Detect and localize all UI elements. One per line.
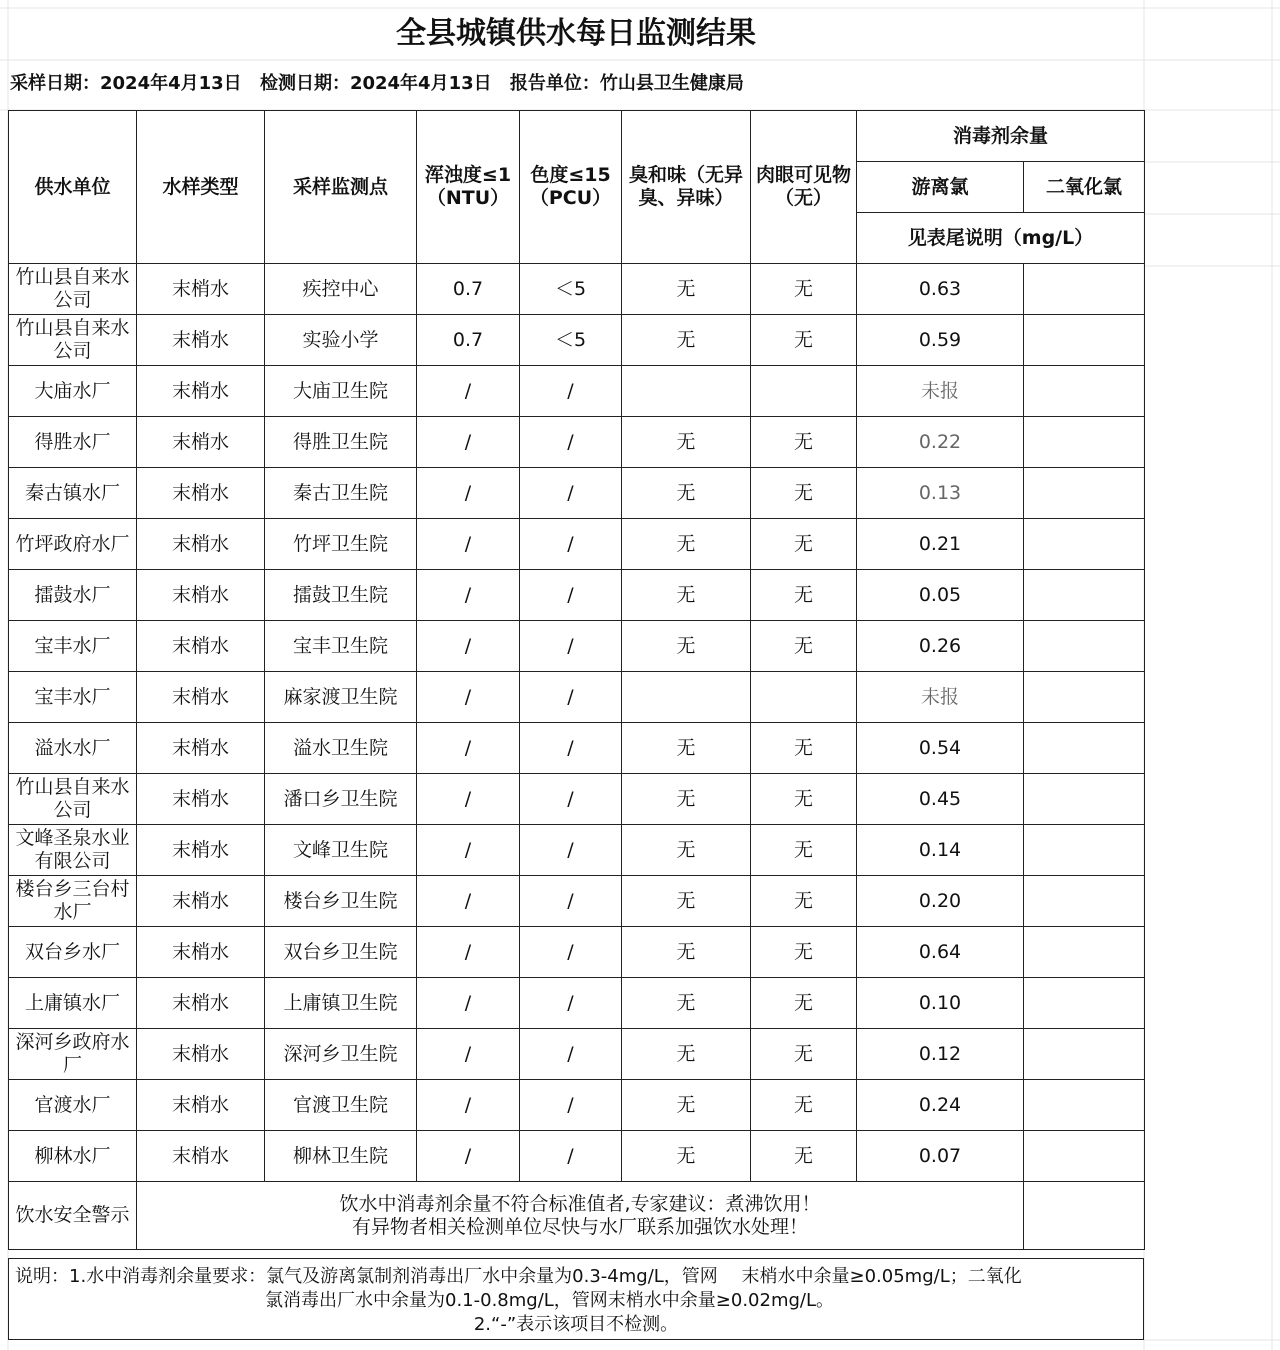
sample-type-cell: 末梢水 [137, 1029, 265, 1080]
free-chlorine-cell: 0.07 [857, 1131, 1024, 1182]
chlorine-dioxide-cell [1024, 315, 1145, 366]
odor-cell: 无 [622, 1080, 751, 1131]
sample-type-cell: 末梢水 [137, 1131, 265, 1182]
turbidity-cell: / [417, 1131, 520, 1182]
supplier-cell: 竹山县自来水公司 [9, 774, 137, 825]
sample-type-cell: 末梢水 [137, 774, 265, 825]
color-cell: ＜5 [520, 264, 622, 315]
free-chlorine-cell: 0.24 [857, 1080, 1024, 1131]
table-row [9, 1080, 1145, 1131]
visible-cell: 无 [751, 621, 857, 672]
table-row [9, 468, 1145, 519]
turbidity-cell: / [417, 417, 520, 468]
odor-cell: 无 [622, 1131, 751, 1182]
free-chlorine-cell: 0.26 [857, 621, 1024, 672]
header-odor: 臭和味（无异臭、异味） [622, 111, 751, 264]
sample-type-cell: 末梢水 [137, 468, 265, 519]
table-row [9, 1029, 1145, 1080]
color-cell: / [520, 621, 622, 672]
page-title: 全县城镇供水每日监测结果 [396, 16, 756, 51]
chlorine-dioxide-cell [1024, 927, 1145, 978]
note-line-2: 氯消毒出厂水中余量为0.1-0.8mg/L，管网末梢水中余量≥0.02mg/L。 [265, 1290, 835, 1311]
site-cell: 疾控中心 [265, 264, 417, 315]
sample-type-cell: 末梢水 [137, 825, 265, 876]
chlorine-dioxide-cell [1024, 621, 1145, 672]
free-chlorine-cell: 0.13 [857, 468, 1024, 519]
sample-type-cell: 末梢水 [137, 1080, 265, 1131]
chlorine-dioxide-cell [1024, 417, 1145, 468]
free-chlorine-cell: 0.54 [857, 723, 1024, 774]
site-cell: 上庸镇卫生院 [265, 978, 417, 1029]
color-cell: / [520, 1131, 622, 1182]
color-cell: / [520, 774, 622, 825]
chlorine-dioxide-cell [1024, 825, 1145, 876]
odor-cell: 无 [622, 621, 751, 672]
table-row [9, 264, 1145, 315]
odor-cell: 无 [622, 264, 751, 315]
site-cell: 得胜卫生院 [265, 417, 417, 468]
odor-cell [622, 366, 751, 417]
color-cell: / [520, 978, 622, 1029]
free-chlorine-cell: 0.22 [857, 417, 1024, 468]
site-cell: 擂鼓卫生院 [265, 570, 417, 621]
supplier-cell: 宝丰水厂 [9, 621, 137, 672]
color-cell: / [520, 1029, 622, 1080]
visible-cell: 无 [751, 264, 857, 315]
table-row [9, 978, 1145, 1029]
chlorine-dioxide-cell [1024, 570, 1145, 621]
free-chlorine-cell: 0.12 [857, 1029, 1024, 1080]
sample-type-cell: 末梢水 [137, 519, 265, 570]
safety-warning-row [9, 1182, 1145, 1250]
table-row [9, 825, 1145, 876]
visible-cell: 无 [751, 723, 857, 774]
color-cell: / [520, 468, 622, 519]
turbidity-cell: / [417, 774, 520, 825]
sample-type-cell: 末梢水 [137, 672, 265, 723]
color-cell: ＜5 [520, 315, 622, 366]
supplier-cell: 竹山县自来水公司 [9, 264, 137, 315]
visible-cell: 无 [751, 978, 857, 1029]
header-turbidity: 浑浊度≤1（NTU） [417, 111, 520, 264]
sample-type-cell: 末梢水 [137, 978, 265, 1029]
color-cell: / [520, 723, 622, 774]
header-site: 采样监测点 [265, 111, 417, 264]
chlorine-dioxide-cell [1024, 468, 1145, 519]
chlorine-dioxide-cell [1024, 723, 1145, 774]
site-cell: 官渡卫生院 [265, 1080, 417, 1131]
free-chlorine-cell: 0.20 [857, 876, 1024, 927]
sample-type-cell: 末梢水 [137, 621, 265, 672]
odor-cell: 无 [622, 315, 751, 366]
odor-cell: 无 [622, 1029, 751, 1080]
color-cell: / [520, 672, 622, 723]
monitoring-table [8, 110, 1145, 1250]
turbidity-cell: / [417, 825, 520, 876]
free-chlorine-cell: 未报 [857, 672, 1024, 723]
free-chlorine-cell: 0.14 [857, 825, 1024, 876]
color-cell: / [520, 366, 622, 417]
turbidity-cell: / [417, 723, 520, 774]
free-chlorine-cell: 0.10 [857, 978, 1024, 1029]
odor-cell: 无 [622, 417, 751, 468]
turbidity-cell: / [417, 1080, 520, 1131]
sample-type-cell: 末梢水 [137, 264, 265, 315]
color-cell: / [520, 825, 622, 876]
test-date: 检测日期：2024年4月13日 [259, 73, 492, 94]
visible-cell: 无 [751, 519, 857, 570]
warning-label: 饮水安全警示 [9, 1182, 137, 1250]
supplier-cell: 擂鼓水厂 [9, 570, 137, 621]
supplier-cell: 竹坪政府水厂 [9, 519, 137, 570]
free-chlorine-cell: 0.45 [857, 774, 1024, 825]
visible-cell: 无 [751, 876, 857, 927]
supplier-cell: 柳林水厂 [9, 1131, 137, 1182]
site-cell: 双台乡卫生院 [265, 927, 417, 978]
turbidity-cell: / [417, 366, 520, 417]
supplier-cell: 竹山县自来水公司 [9, 315, 137, 366]
warning-empty-cell [1024, 1182, 1145, 1250]
visible-cell: 无 [751, 417, 857, 468]
turbidity-cell: / [417, 621, 520, 672]
visible-cell [751, 366, 857, 417]
chlorine-dioxide-cell [1024, 264, 1145, 315]
sample-type-cell: 末梢水 [137, 927, 265, 978]
odor-cell: 无 [622, 723, 751, 774]
site-cell: 实验小学 [265, 315, 417, 366]
visible-cell: 无 [751, 927, 857, 978]
sample-type-cell: 末梢水 [137, 366, 265, 417]
free-chlorine-cell: 未报 [857, 366, 1024, 417]
visible-cell [751, 672, 857, 723]
visible-cell: 无 [751, 570, 857, 621]
site-cell: 秦古卫生院 [265, 468, 417, 519]
sample-type-cell: 末梢水 [137, 315, 265, 366]
sample-type-cell: 末梢水 [137, 723, 265, 774]
sample-type-cell: 末梢水 [137, 570, 265, 621]
turbidity-cell: / [417, 672, 520, 723]
chlorine-dioxide-cell [1024, 672, 1145, 723]
table-row [9, 315, 1145, 366]
table-row [9, 672, 1145, 723]
visible-cell: 无 [751, 1131, 857, 1182]
supplier-cell: 溢水水厂 [9, 723, 137, 774]
header-color: 色度≤15（PCU） [520, 111, 622, 264]
turbidity-cell: / [417, 978, 520, 1029]
table-row [9, 774, 1145, 825]
header-free-chlorine: 游离氯 [857, 162, 1024, 213]
odor-cell: 无 [622, 468, 751, 519]
turbidity-cell: / [417, 1029, 520, 1080]
supplier-cell: 秦古镇水厂 [9, 468, 137, 519]
warning-line-1: 饮水中消毒剂余量不符合标准值者,专家建议：煮沸饮用！ [339, 1192, 821, 1215]
supplier-cell: 上庸镇水厂 [9, 978, 137, 1029]
note-line-3: 2.“-”表示该项目不检测。 [473, 1314, 679, 1335]
odor-cell: 无 [622, 876, 751, 927]
sample-date: 采样日期：2024年4月13日 [10, 73, 242, 94]
color-cell: / [520, 927, 622, 978]
color-cell: / [520, 570, 622, 621]
table-row [9, 519, 1145, 570]
supplier-cell: 宝丰水厂 [9, 672, 137, 723]
sample-type-cell: 末梢水 [137, 417, 265, 468]
turbidity-cell: / [417, 927, 520, 978]
site-cell: 楼台乡卫生院 [265, 876, 417, 927]
chlorine-dioxide-cell [1024, 978, 1145, 1029]
supplier-cell: 双台乡水厂 [9, 927, 137, 978]
supplier-cell: 得胜水厂 [9, 417, 137, 468]
table-row [9, 927, 1145, 978]
site-cell: 文峰卫生院 [265, 825, 417, 876]
odor-cell: 无 [622, 519, 751, 570]
supplier-cell: 大庙水厂 [9, 366, 137, 417]
color-cell: / [520, 519, 622, 570]
header-disinfectant: 消毒剂余量 [857, 111, 1145, 162]
site-cell: 潘口乡卫生院 [265, 774, 417, 825]
note-line-1: 说明：1.水中消毒剂余量要求：氯气及游离氯制剂消毒出厂水中余量为0.3-4mg/L，管网 末梢水中余量≥0.05mg/L；二氧化 [15, 1266, 1022, 1287]
chlorine-dioxide-cell [1024, 876, 1145, 927]
warning-line-2: 有异物者相关检测单位尽快与水厂联系加强饮水处理！ [351, 1215, 808, 1238]
report-info [10, 64, 756, 104]
header-visible: 肉眼可见物（无） [751, 111, 857, 264]
site-cell: 大庙卫生院 [265, 366, 417, 417]
chlorine-dioxide-cell [1024, 519, 1145, 570]
chlorine-dioxide-cell [1024, 1080, 1145, 1131]
visible-cell: 无 [751, 825, 857, 876]
turbidity-cell: / [417, 570, 520, 621]
supplier-cell: 深河乡政府水厂 [9, 1029, 137, 1080]
sample-type-cell: 末梢水 [137, 876, 265, 927]
chlorine-dioxide-cell [1024, 1131, 1145, 1182]
table-row [9, 621, 1145, 672]
free-chlorine-cell: 0.59 [857, 315, 1024, 366]
site-cell: 深河乡卫生院 [265, 1029, 417, 1080]
odor-cell: 无 [622, 570, 751, 621]
chlorine-dioxide-cell [1024, 1029, 1145, 1080]
odor-cell: 无 [622, 774, 751, 825]
table-row [9, 570, 1145, 621]
color-cell: / [520, 417, 622, 468]
site-cell: 麻家渡卫生院 [265, 672, 417, 723]
site-cell: 柳林卫生院 [265, 1131, 417, 1182]
supplier-cell: 官渡水厂 [9, 1080, 137, 1131]
turbidity-cell: / [417, 876, 520, 927]
chlorine-dioxide-cell [1024, 774, 1145, 825]
table-row [9, 417, 1145, 468]
free-chlorine-cell: 0.63 [857, 264, 1024, 315]
site-cell: 竹坪卫生院 [265, 519, 417, 570]
free-chlorine-cell: 0.05 [857, 570, 1024, 621]
odor-cell [622, 672, 751, 723]
table-row [9, 723, 1145, 774]
supplier-cell: 楼台乡三台村水厂 [9, 876, 137, 927]
site-cell: 溢水卫生院 [265, 723, 417, 774]
chlorine-dioxide-cell [1024, 366, 1145, 417]
odor-cell: 无 [622, 927, 751, 978]
warning-message [137, 1182, 1024, 1250]
turbidity-cell: 0.7 [417, 264, 520, 315]
color-cell: / [520, 1080, 622, 1131]
header-chlorine-dioxide: 二氧化氯 [1024, 162, 1145, 213]
supplier-cell: 文峰圣泉水业有限公司 [9, 825, 137, 876]
odor-cell: 无 [622, 978, 751, 1029]
visible-cell: 无 [751, 1080, 857, 1131]
table-row [9, 366, 1145, 417]
header-unit-note: 见表尾说明（mg/L） [857, 213, 1145, 264]
free-chlorine-cell: 0.21 [857, 519, 1024, 570]
visible-cell: 无 [751, 1029, 857, 1080]
turbidity-cell: / [417, 519, 520, 570]
turbidity-cell: / [417, 468, 520, 519]
report-unit: 报告单位：竹山县卫生健康局 [509, 73, 744, 94]
table-row [9, 876, 1145, 927]
header-supplier: 供水单位 [9, 111, 137, 264]
table-row [9, 1131, 1145, 1182]
odor-cell: 无 [622, 825, 751, 876]
header-sample-type: 水样类型 [137, 111, 265, 264]
visible-cell: 无 [751, 468, 857, 519]
site-cell: 宝丰卫生院 [265, 621, 417, 672]
turbidity-cell: 0.7 [417, 315, 520, 366]
color-cell: / [520, 876, 622, 927]
visible-cell: 无 [751, 315, 857, 366]
visible-cell: 无 [751, 774, 857, 825]
free-chlorine-cell: 0.64 [857, 927, 1024, 978]
footnote [8, 1258, 1144, 1340]
